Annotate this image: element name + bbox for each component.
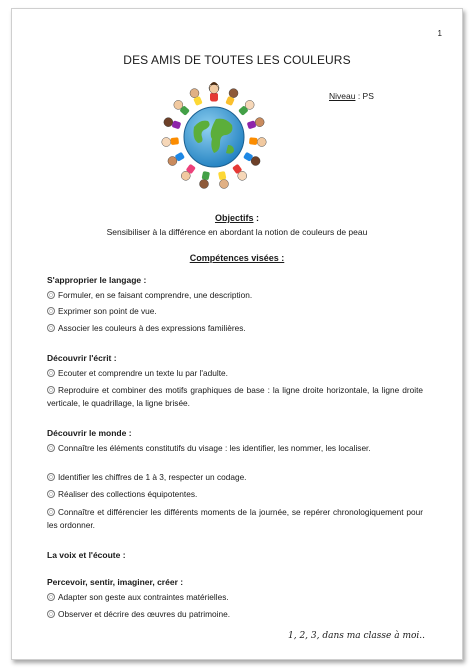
competences-heading: Compétences visées : bbox=[189, 253, 285, 263]
objectifs-text: Sensibiliser à la différence en abordant la notion de couleurs de peau bbox=[106, 227, 368, 237]
list-item: Connaître les éléments constitutifs du visage : les identifier, les nommer, les localiser. bbox=[47, 442, 423, 455]
section-heading-ecrit: Découvrir l'écrit : bbox=[47, 353, 117, 363]
section-heading-langage: S'approprier le langage : bbox=[47, 275, 147, 285]
list-item: Reproduire et combiner des motifs graphiques de base : la ligne droite horizontale, la ligne droite verticale, le quadrillage, la ligne brisée. bbox=[47, 385, 423, 408]
list-item: Identifier les chiffres de 1 à 3, respecter un codage. bbox=[47, 471, 423, 484]
bullet-icon bbox=[47, 508, 55, 516]
bullet-icon bbox=[47, 444, 55, 452]
bullet-icon bbox=[47, 490, 55, 498]
document-page bbox=[11, 8, 463, 660]
bullet-icon bbox=[47, 386, 55, 394]
niveau-label: Niveau bbox=[329, 91, 356, 101]
bullet-icon bbox=[47, 307, 55, 315]
bullet-icon bbox=[47, 324, 55, 332]
bullet-icon bbox=[47, 610, 55, 618]
bullet-icon bbox=[47, 473, 55, 481]
list-item: Formuler, en se faisant comprendre, une description. bbox=[47, 289, 423, 302]
list-item: Connaître et différencier les différents moments de la journée, se repérer chronologiquement pour les ordonner. bbox=[47, 507, 423, 530]
list-item: Adapter son geste aux contraintes matérielles. bbox=[47, 591, 423, 604]
document-title: DES AMIS DE TOUTES LES COULEURS bbox=[123, 53, 351, 67]
list-item: Observer et décrire des œuvres du patrimoine. bbox=[47, 608, 423, 621]
globe-children-icon bbox=[158, 79, 270, 191]
niveau-value: : PS bbox=[355, 91, 374, 101]
bullet-icon bbox=[47, 369, 55, 377]
page-number: 1 bbox=[437, 29, 442, 38]
list-item: Associer les couleurs à des expressions familières. bbox=[47, 322, 423, 335]
list-item: Exprimer son point de vue. bbox=[47, 305, 423, 318]
section-heading-percevoir: Percevoir, sentir, imaginer, créer : bbox=[47, 577, 184, 587]
list-item: Ecouter et comprendre un texte lu par l'adulte. bbox=[47, 367, 423, 380]
footer-signature: 1, 2, 3, dans ma classe à moi.. bbox=[288, 631, 425, 641]
objectifs-heading: Objectifs : bbox=[214, 213, 259, 223]
bullet-icon bbox=[47, 593, 55, 601]
section-heading-voix: La voix et l'écoute : bbox=[47, 550, 126, 560]
niveau-line bbox=[329, 91, 374, 101]
bullet-icon bbox=[47, 291, 55, 299]
list-item: Réaliser des collections équipotentes. bbox=[47, 488, 423, 501]
section-heading-monde: Découvrir le monde : bbox=[47, 428, 132, 438]
